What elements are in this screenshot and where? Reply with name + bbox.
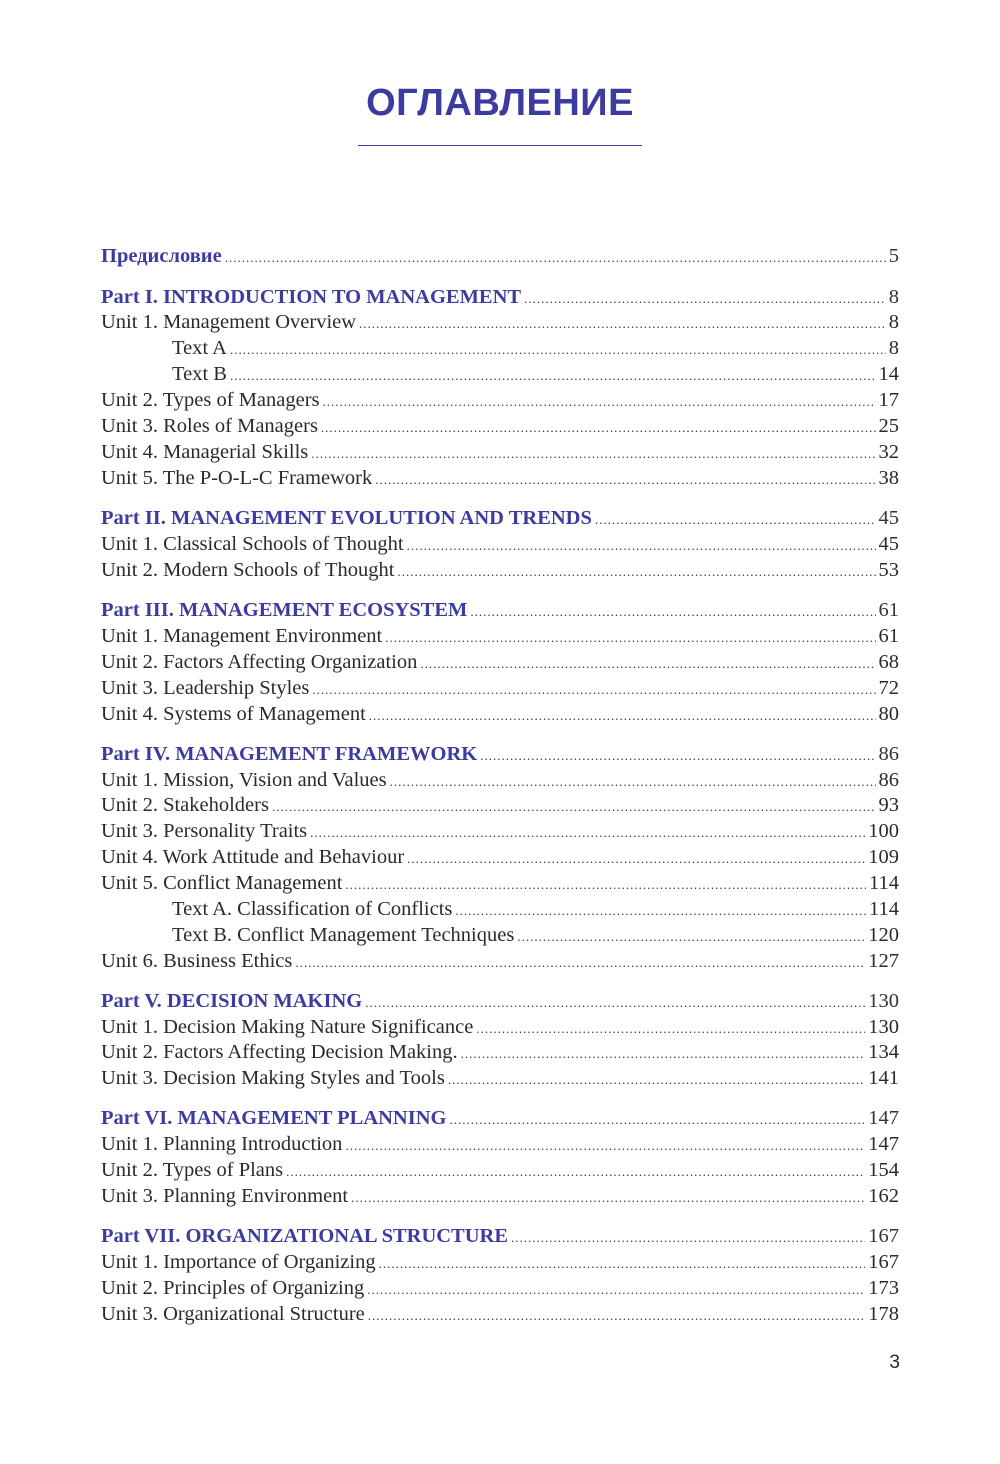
toc-dot-leader	[311, 441, 875, 467]
toc-entry-label: Unit 3. Personality Traits	[101, 820, 308, 842]
toc-entry-page: 134	[868, 1041, 899, 1063]
toc-dot-leader	[359, 311, 886, 337]
toc-entry-page: 80	[878, 703, 899, 725]
toc-entry-label: Text A	[172, 337, 227, 359]
toc-unit-entry[interactable]	[101, 818, 899, 844]
toc-dot-leader	[407, 846, 865, 872]
toc-unit-entry[interactable]	[101, 387, 899, 413]
toc-unit-entry[interactable]	[101, 767, 899, 793]
toc-dot-leader	[365, 990, 865, 1016]
toc-unit-entry[interactable]	[101, 439, 899, 465]
toc-entry-page: 109	[868, 846, 899, 868]
toc-entry-label: Unit 3. Organizational Structure	[101, 1303, 365, 1325]
toc-entry-label: Part V. DECISION MAKING	[101, 990, 363, 1012]
toc-entry-page: 17	[878, 389, 899, 411]
title-underline	[358, 145, 642, 146]
toc-part-entry[interactable]	[101, 1223, 899, 1249]
toc-text-entry[interactable]	[101, 896, 899, 922]
toc-dot-leader	[511, 1225, 865, 1251]
toc-entry-page: 147	[868, 1133, 899, 1155]
toc-entry-page: 61	[878, 625, 899, 647]
toc-entry-label: Unit 1. Mission, Vision and Values	[101, 769, 387, 791]
toc-entry-page: 5	[888, 245, 899, 267]
toc-dot-leader	[312, 677, 875, 703]
toc-dot-leader	[470, 599, 875, 625]
toc-entry-label: Part VI. MANAGEMENT PLANNING	[101, 1107, 447, 1129]
toc-text-entry[interactable]	[101, 922, 899, 948]
toc-part-entry[interactable]	[101, 505, 899, 531]
toc-entry-page: 93	[878, 794, 899, 816]
toc-unit-entry[interactable]	[101, 1039, 899, 1065]
toc-entry-page: 68	[878, 651, 899, 673]
toc-dot-leader	[375, 467, 875, 493]
toc-dot-leader	[385, 625, 875, 651]
toc-entry-label: Part II. MANAGEMENT EVOLUTION AND TRENDS	[101, 507, 592, 529]
toc-entry-page: 120	[868, 924, 899, 946]
toc-entry-label: Part I. INTRODUCTION TO MANAGEMENT	[101, 286, 522, 308]
toc-part-entry[interactable]	[101, 741, 899, 767]
toc-dot-leader	[295, 950, 865, 976]
toc-entry-page: 114	[869, 898, 899, 920]
toc-entry-page: 167	[868, 1225, 899, 1247]
page-title: ОГЛАВЛЕНИЕ	[366, 82, 634, 124]
toc-dot-leader	[480, 743, 875, 769]
toc-entry-page: 173	[868, 1277, 899, 1299]
toc-entry-label: Unit 6. Business Ethics	[101, 950, 293, 972]
toc-dot-leader	[345, 1133, 865, 1159]
toc-dot-leader	[368, 1303, 865, 1329]
toc-entry-label: Unit 2. Factors Affecting Decision Making.	[101, 1041, 458, 1063]
toc-entry-label: Text B	[172, 363, 227, 385]
toc-entry-page: 167	[868, 1251, 899, 1273]
toc-part-entry[interactable]	[101, 1105, 899, 1131]
toc-entry-page: 14	[878, 363, 899, 385]
toc-unit-entry[interactable]	[101, 1301, 899, 1327]
toc-entry-label: Unit 2. Types of Plans	[101, 1159, 284, 1181]
toc-entry-label: Part IV. MANAGEMENT FRAMEWORK	[101, 743, 478, 765]
toc-entry-label: Предисловие	[101, 245, 222, 267]
toc-unit-entry[interactable]	[101, 309, 899, 335]
toc-entry-label: Text A. Classification of Conflicts	[172, 898, 453, 920]
toc-dot-leader	[321, 415, 876, 441]
toc-entry-label: Unit 5. Conflict Management	[101, 872, 343, 894]
toc-unit-entry[interactable]	[101, 948, 899, 974]
toc-entry-label: Unit 1. Management Environment	[101, 625, 383, 647]
toc-unit-entry[interactable]	[101, 465, 899, 491]
toc-dot-leader	[517, 924, 865, 950]
toc-entry-page: 8	[888, 311, 899, 333]
toc-entry-page: 154	[868, 1159, 899, 1181]
toc-unit-entry[interactable]	[101, 1275, 899, 1301]
toc-entry-page: 178	[868, 1303, 899, 1325]
toc-entry-page: 8	[888, 286, 899, 308]
toc-entry-label: Unit 1. Classical Schools of Thought	[101, 533, 404, 555]
toc-entry-page: 141	[868, 1067, 899, 1089]
toc-dot-leader	[379, 1251, 866, 1277]
toc-dot-leader	[455, 898, 866, 924]
toc-text-entry[interactable]	[101, 361, 899, 387]
toc-dot-leader	[310, 820, 865, 846]
toc-dot-leader	[272, 794, 876, 820]
toc-dot-leader	[345, 872, 866, 898]
toc-entry-page: 100	[868, 820, 899, 842]
toc-entry-label: Unit 1. Decision Making Nature Significance	[101, 1016, 474, 1038]
toc-dot-leader	[225, 245, 886, 271]
toc-dot-leader	[420, 651, 875, 677]
toc-unit-entry[interactable]	[101, 1183, 899, 1209]
toc-dot-leader	[595, 507, 876, 533]
toc-entry-page: 130	[868, 1016, 899, 1038]
toc-part-entry[interactable]	[101, 988, 899, 1014]
toc-entry-label: Unit 5. The P-O-L-C Framework	[101, 467, 373, 489]
toc-part-entry[interactable]	[101, 243, 899, 269]
toc-unit-entry[interactable]	[101, 413, 899, 439]
toc-unit-entry[interactable]	[101, 1157, 899, 1183]
toc-text-entry[interactable]	[101, 335, 899, 361]
toc-entry-page: 86	[878, 743, 899, 765]
toc-unit-entry[interactable]	[101, 792, 899, 818]
toc-entry-label: Unit 1. Planning Introduction	[101, 1133, 343, 1155]
toc-unit-entry[interactable]	[101, 675, 899, 701]
toc-entry-label: Unit 2. Stakeholders	[101, 794, 269, 816]
toc-dot-leader	[323, 389, 876, 415]
toc-dot-leader	[367, 1277, 865, 1303]
toc-entry-page: 72	[878, 677, 899, 699]
toc-dot-leader	[230, 363, 876, 389]
toc-entry-page: 8	[888, 337, 899, 359]
toc-entry-page: 86	[878, 769, 899, 791]
toc-unit-entry[interactable]	[101, 557, 899, 583]
toc-unit-entry[interactable]	[101, 1014, 899, 1040]
toc-unit-entry[interactable]	[101, 844, 899, 870]
toc-dot-leader	[230, 337, 886, 363]
toc-unit-entry[interactable]	[101, 531, 899, 557]
toc-entry-page: 162	[868, 1185, 899, 1207]
toc-entry-label: Unit 2. Modern Schools of Thought	[101, 559, 395, 581]
toc-entry-page: 45	[878, 533, 899, 555]
toc-entry-label: Unit 3. Roles of Managers	[101, 415, 318, 437]
toc-dot-leader	[448, 1067, 865, 1093]
toc-entry-label: Unit 2. Principles of Organizing	[101, 1277, 365, 1299]
toc-entry-label: Unit 3. Leadership Styles	[101, 677, 310, 699]
toc-entry-label: Unit 2. Types of Managers	[101, 389, 320, 411]
toc-unit-entry[interactable]	[101, 870, 899, 896]
toc-dot-leader	[407, 533, 876, 559]
toc-entry-page: 114	[869, 872, 899, 894]
toc-dot-leader	[351, 1185, 865, 1211]
toc-unit-entry[interactable]	[101, 1249, 899, 1275]
toc-dot-leader	[449, 1107, 865, 1133]
toc-entry-page: 127	[868, 950, 899, 972]
toc-unit-entry[interactable]	[101, 649, 899, 675]
toc-entry-label: Part VII. ORGANIZATIONAL STRUCTURE	[101, 1225, 509, 1247]
toc-entry-label: Unit 4. Work Attitude and Behaviour	[101, 846, 405, 868]
toc-entry-label: Unit 4. Managerial Skills	[101, 441, 309, 463]
page-number: 3	[889, 1352, 900, 1373]
toc-entry-page: 32	[878, 441, 899, 463]
toc-unit-entry[interactable]	[101, 1065, 899, 1091]
toc-dot-leader	[397, 559, 875, 585]
toc-entry-page: 147	[868, 1107, 899, 1129]
toc-entry-label: Unit 1. Importance of Organizing	[101, 1251, 376, 1273]
toc-entry-label: Text B. Conflict Management Techniques	[172, 924, 515, 946]
toc-entry-page: 61	[878, 599, 899, 621]
toc-dot-leader	[369, 703, 876, 729]
toc-entry-label: Unit 2. Factors Affecting Organization	[101, 651, 418, 673]
toc-part-entry[interactable]	[101, 597, 899, 623]
toc-unit-entry[interactable]	[101, 701, 899, 727]
toc-entry-label: Unit 1. Management Overview	[101, 311, 357, 333]
toc-entry-label: Unit 4. Systems of Management	[101, 703, 366, 725]
toc-entry-label: Unit 3. Decision Making Styles and Tools	[101, 1067, 445, 1089]
toc-dot-leader	[286, 1159, 865, 1185]
toc-unit-entry[interactable]	[101, 623, 899, 649]
toc-entry-page: 130	[868, 990, 899, 1012]
toc-entry-page: 53	[878, 559, 899, 581]
toc-part-entry[interactable]	[101, 284, 899, 310]
toc-entry-label: Unit 3. Planning Environment	[101, 1185, 349, 1207]
toc-entry-page: 38	[878, 467, 899, 489]
toc-entry-page: 25	[878, 415, 899, 437]
toc-dot-leader	[461, 1041, 866, 1067]
toc-unit-entry[interactable]	[101, 1131, 899, 1157]
toc-entry-page: 45	[878, 507, 899, 529]
toc-entry-label: Part III. MANAGEMENT ECOSYSTEM	[101, 599, 468, 621]
